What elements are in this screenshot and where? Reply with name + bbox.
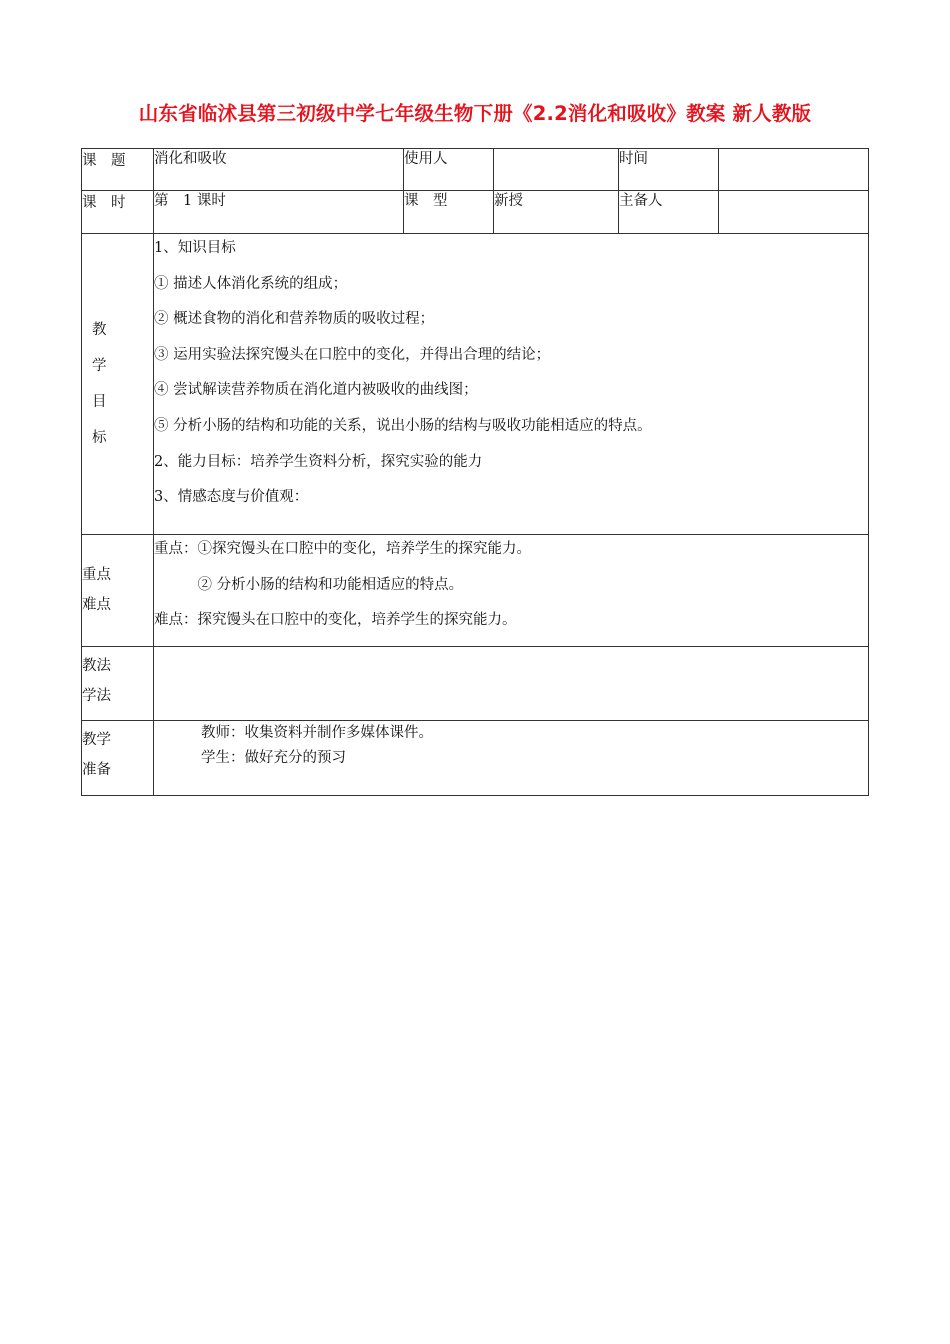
type-label: 课 型 (404, 191, 494, 234)
prep-label-line: 教学 (82, 731, 111, 748)
keypoints-label-line: 重点 (82, 567, 111, 584)
lesson-plan-table (81, 148, 869, 796)
prep-line: 教师：收集资料并制作多媒体课件。 (201, 724, 433, 741)
user-value (494, 149, 619, 191)
row-goals (82, 234, 869, 535)
goals-label-char: 标 (92, 430, 107, 446)
goals-line: 3、情感态度与价值观： (154, 489, 309, 506)
goals-line: ④ 尝试解读营养物质在消化道内被吸收的曲线图； (154, 382, 478, 399)
row-keypoints (82, 535, 869, 647)
prep-label-line: 准备 (82, 761, 111, 778)
time-value (719, 149, 869, 191)
goals-line: ③ 运用实验法探究馒头在口腔中的变化，并得出合理的结论； (154, 346, 551, 363)
goals-line: ② 概述食物的消化和营养物质的吸收过程； (154, 311, 435, 328)
topic-value: 消化和吸收 (154, 149, 404, 191)
time-label: 时间 (619, 149, 719, 191)
user-label: 使用人 (404, 149, 494, 191)
prep-label (82, 720, 154, 795)
prep-content (154, 720, 869, 795)
document-title: 山东省临沭县第三初级中学七年级生物下册《2.2消化和吸收》教案 新人教版 (138, 102, 812, 125)
keypoints-label-line: 难点 (82, 597, 111, 614)
goals-line: 2、能力目标：培养学生资料分析，探究实验的能力 (154, 453, 483, 470)
goals-line: 1、知识目标 (154, 240, 236, 256)
methods-label-line: 教法 (82, 657, 111, 674)
author-value (719, 191, 869, 234)
topic-label: 课 题 (82, 149, 154, 191)
row-topic (82, 149, 869, 191)
row-methods (82, 646, 869, 720)
type-value: 新授 (494, 191, 619, 234)
goals-label-char: 教 (92, 322, 107, 338)
author-label: 主备人 (619, 191, 719, 234)
goals-line: ⑤ 分析小肠的结构和功能的关系，说出小肠的结构与吸收功能相适应的特点。 (154, 417, 652, 434)
prep-line: 学生：做好充分的预习 (201, 749, 346, 766)
goals-label-char: 学 (92, 358, 107, 374)
methods-label (82, 646, 154, 720)
goals-line: ① 描述人体消化系统的组成； (154, 275, 348, 292)
row-prep (82, 720, 869, 795)
keypoints-line: 难点：探究馒头在口腔中的变化，培养学生的探究能力。 (154, 612, 517, 629)
goals-content (154, 234, 869, 535)
goals-label-char: 目 (92, 394, 107, 410)
methods-label-line: 学法 (82, 687, 111, 704)
keypoints-line: ② 分析小肠的结构和功能相适应的特点。 (154, 576, 464, 593)
keypoints-line: 重点：①探究馒头在口腔中的变化，培养学生的探究能力。 (154, 541, 531, 557)
period-value: 第 1 课时 (154, 191, 404, 234)
period-label: 课 时 (82, 191, 154, 234)
methods-content (154, 646, 869, 720)
row-period (82, 191, 869, 234)
keypoints-label (82, 535, 154, 647)
keypoints-content (154, 535, 869, 647)
goals-label (82, 234, 154, 535)
